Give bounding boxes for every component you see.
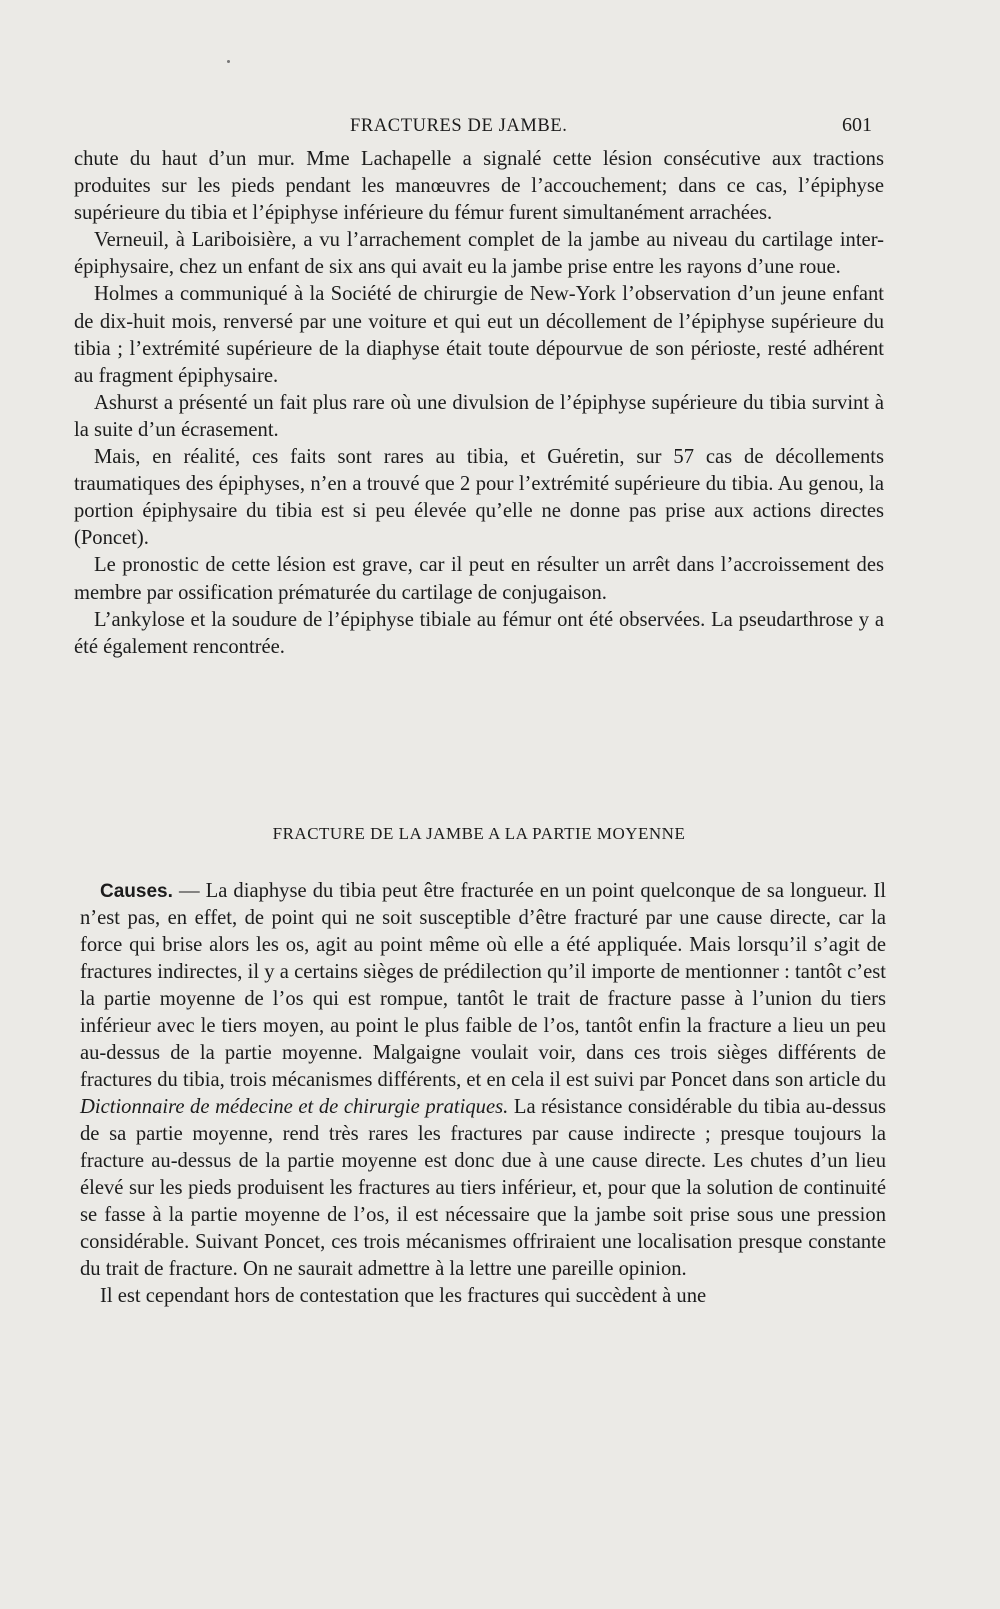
paragraph: Verneuil, à Lariboisière, a vu l’arrachement complet de la jambe au niveau du cartilage inter-épiphysaire, chez un enfant de six ans qui avait eu la jambe prise entre les rayons d’une roue.: [74, 229, 884, 279]
paragraph: Mais, en réalité, ces faits sont rares au tibia, et Guéretin, sur 57 cas de décollements traumatiques des épiphyses, n’en a trouvé que 2 pour l’extrémité supérieure du tibia. Au genou, la portion épiphysaire du tibia est si peu élevée qu’elle ne donne pas prise aux actions directes (Poncet).: [74, 446, 884, 550]
body-text-causes: [80, 878, 886, 1310]
paragraph: Le pronostic de cette lésion est grave, car il peut en résulter un arrêt dans l’accroissement des membre par ossification prématurée du cartilage de conjugaison.: [74, 554, 884, 604]
causes-paragraph: [80, 878, 886, 1283]
running-title: FRACTURES DE JAMBE.: [350, 116, 568, 136]
section-title: FRACTURE DE LA JAMBE A LA PARTIE MOYENNE: [272, 824, 686, 843]
paragraph: Il est cependant hors de contestation que les fractures qui succèdent à une: [100, 1285, 707, 1307]
paragraph: Ashurst a présenté un fait plus rare où une divulsion de l’épiphyse supérieure du tibia survint à la suite d’un écrasement.: [74, 391, 884, 441]
causes-text-b: La résistance considérable du tibia au-dessus de sa partie moyenne, rend très rares les fractures par cause indirecte ; presque toujours la fracture au-dessus de la partie moyenne est donc due à une cause directe. Les chutes d’un lieu élevé sur les pieds produisent les fractures au tiers inférieur, et, pour que la solution de continuité se fasse à la partie moyenne de l’os, il est nécessaire que la jambe soit prise sous une pression considérable. Suivant Poncet, ces trois mécanismes offriraient une localisation presque constante du trait de fracture. On ne saurait admettre à la lettre une pareille opinion.: [80, 1096, 886, 1280]
running-header: [74, 112, 872, 142]
paragraph: chute du haut d’un mur. Mme Lachapelle a signalé cette lésion consécutive aux tractions produites sur les pieds pendant les manœuvres de l’accouchement; dans ce cas, l’épiphyse supérieure du tibia et l’épiphyse inférieure du fémur furent simultanément arrachées.: [74, 148, 884, 225]
paragraph: Holmes a communiqué à la Société de chirurgie de New-York l’observation d’un jeune enfant de dix-huit mois, renversé par une voiture et qui eut un décollement de l’épiphyse supérieure du tibia ; l’extrémité supérieure de la diaphyse était toute dépourvue de son périoste, resté adhérent au fragment épiphysaire.: [74, 283, 884, 387]
page-number: 601: [842, 114, 872, 136]
ink-speck: [227, 60, 230, 63]
paragraph: L’ankylose et la soudure de l’épiphyse tibiale au fémur ont été observées. La pseudarthrose y a été également rencontrée.: [74, 608, 884, 658]
causes-heading: Causes.: [100, 881, 173, 902]
dictionary-title: Dictionnaire de médecine et de chirurgie pratiques.: [80, 1096, 509, 1118]
causes-text-a: — La diaphyse du tibia peut être fracturée en un point quelconque de sa longueur. Il n’est pas, en effet, de point qui ne soit susceptible d’être fracturé par une cause directe, car la force qui brise alors les os, agit au point même où elle a été appliquée. Mais lorsqu’il s’agit de fractures indirectes, il y a certains sièges de prédilection qu’il importe de mentionner : tantôt c’est la partie moyenne de l’os qui est rompue, tantôt le trait de fracture passe à l’union du tiers inférieur avec le tiers moyen, au point le plus faible de l’os, tantôt enfin la fracture a lieu un peu au-dessus de la partie moyenne. Malgaigne voulait voir, dans ces trois sièges différents de fractures du tibia, trois mécanismes différents, et en cela il est suivi par Poncet dans son article du: [80, 880, 886, 1091]
body-text-top: [74, 146, 884, 661]
